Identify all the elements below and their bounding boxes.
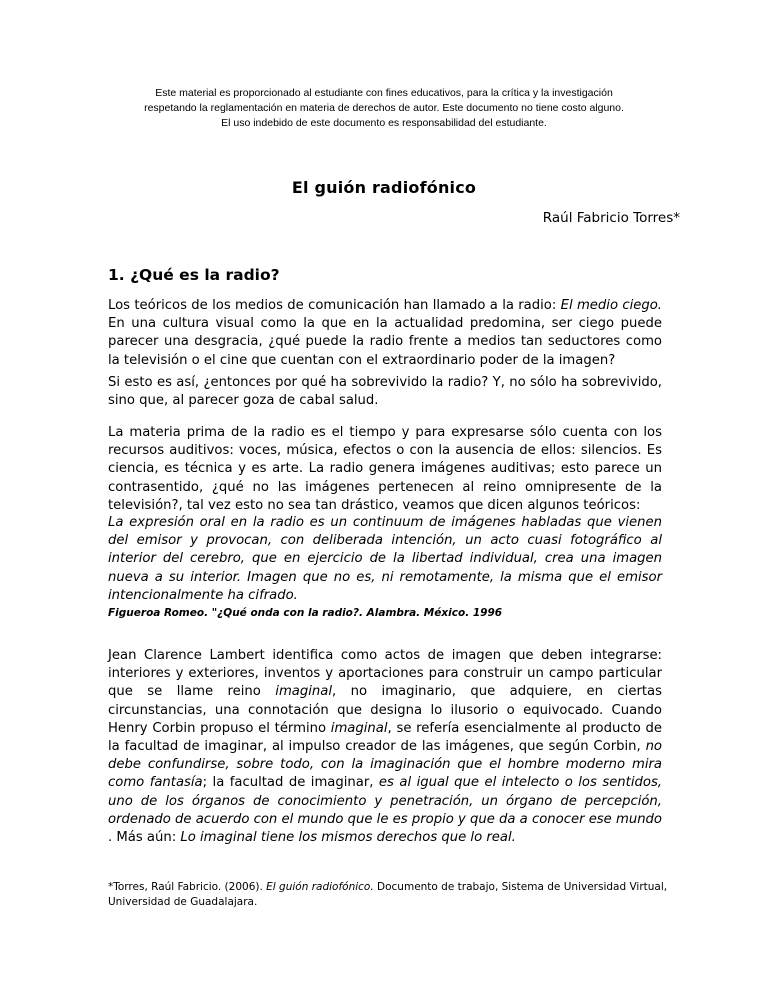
paragraph-3: La materia prima de la radio es el tiempo y para expresarse sólo cuenta con los recursos auditivos: voces, música, efectos o con la ausencia de ellos: silencios. Es ciencia, es técnica y es arte. La radio genera imágenes auditivas; esto parece un contrasentido, ¿qué no las imágenes pertenecen al reino omnipresente de la televisión?, tal vez esto no sea tan drástico, veamos que dicen algunos teóricos: — [108, 425, 662, 513]
section-heading: 1. ¿Qué es la radio? — [108, 266, 280, 284]
copyright-notice — [100, 86, 668, 131]
emphasis: El medio ciego. — [560, 298, 662, 313]
author-name: Raúl Fabricio Torres* — [542, 210, 680, 226]
paragraph-4: Jean Clarence Lambert identifica como actos de imagen que deben integrarse: interiores y exteriores, inventos y aportaciones para construir un campo particular que se llame reino imaginal, no imaginario, que adquiere, en ciertas circunstancias, una connotación que designa lo ilusorio o equivocado. Cuando Henry Corbin propuso el término imaginal, se refería esencialmente al producto de la facultad de imaginar, al impulso creador de las imágenes, que según Corbin, no debe confundirse, sobre todo, con la imaginación que el hombre moderno mira como fantasía; la facultad de imaginar, es al igual que el intelecto o los sentidos, uno de los órganos de conocimiento y penetración, un órgano de percepción, ordenado de acuerdo con el mundo que le es propio y que da a conocer ese mundo . Más aún: Lo imaginal tiene los mismos derechos que lo real. — [108, 648, 663, 846]
footnote: *Torres, Raúl Fabricio. (2006). El guión radiofónico. Documento de trabajo, Sistema de Universidad Virtual, Universidad de Guadalajara. — [108, 881, 668, 908]
notice-line: El uso indebido de este documento es responsabilidad del estudiante. — [221, 117, 547, 129]
document-title: El guión radiofónico — [291, 178, 477, 197]
notice-line: Este material es proporcionado al estudiante con fines educativos, para la crítica y la investigación — [155, 87, 613, 99]
notice-line: respetando la reglamentación en materia de derechos de autor. Este documento no tiene costo alguno. — [144, 102, 624, 114]
paragraph-2: Si esto es así, ¿entonces por qué ha sobrevivido la radio? Y, no sólo ha sobrevivido, sino que, al parecer goza de cabal salud. — [108, 375, 662, 409]
quote-citation: Figueroa Romeo. "¿Qué onda con la radio?. Alambra. México. 1996 — [108, 607, 503, 619]
block-quote: La expresión oral en la radio es un continuum de imágenes habladas que vienen del emisor y provocan, con deliberada intención, un acto cuasi fotográfico al interior del cerebro, que en ejercicio de la libertad individual, crea una imagen nueva a su interior. Imagen que no es, ni remotamente, la misma que el emisor intencionalmente ha cifrado. — [108, 515, 662, 603]
paragraph-1: Los teóricos de los medios de comunicación han llamado a la radio: El medio ciego. En una cultura visual como la que en la actualidad predomina, ser ciego puede parecer una desgracia, ¿qué puede la radio frente a medios tan seductores como la televisión o el cine que cuentan con el extraordinario poder de la imagen? — [108, 298, 662, 368]
